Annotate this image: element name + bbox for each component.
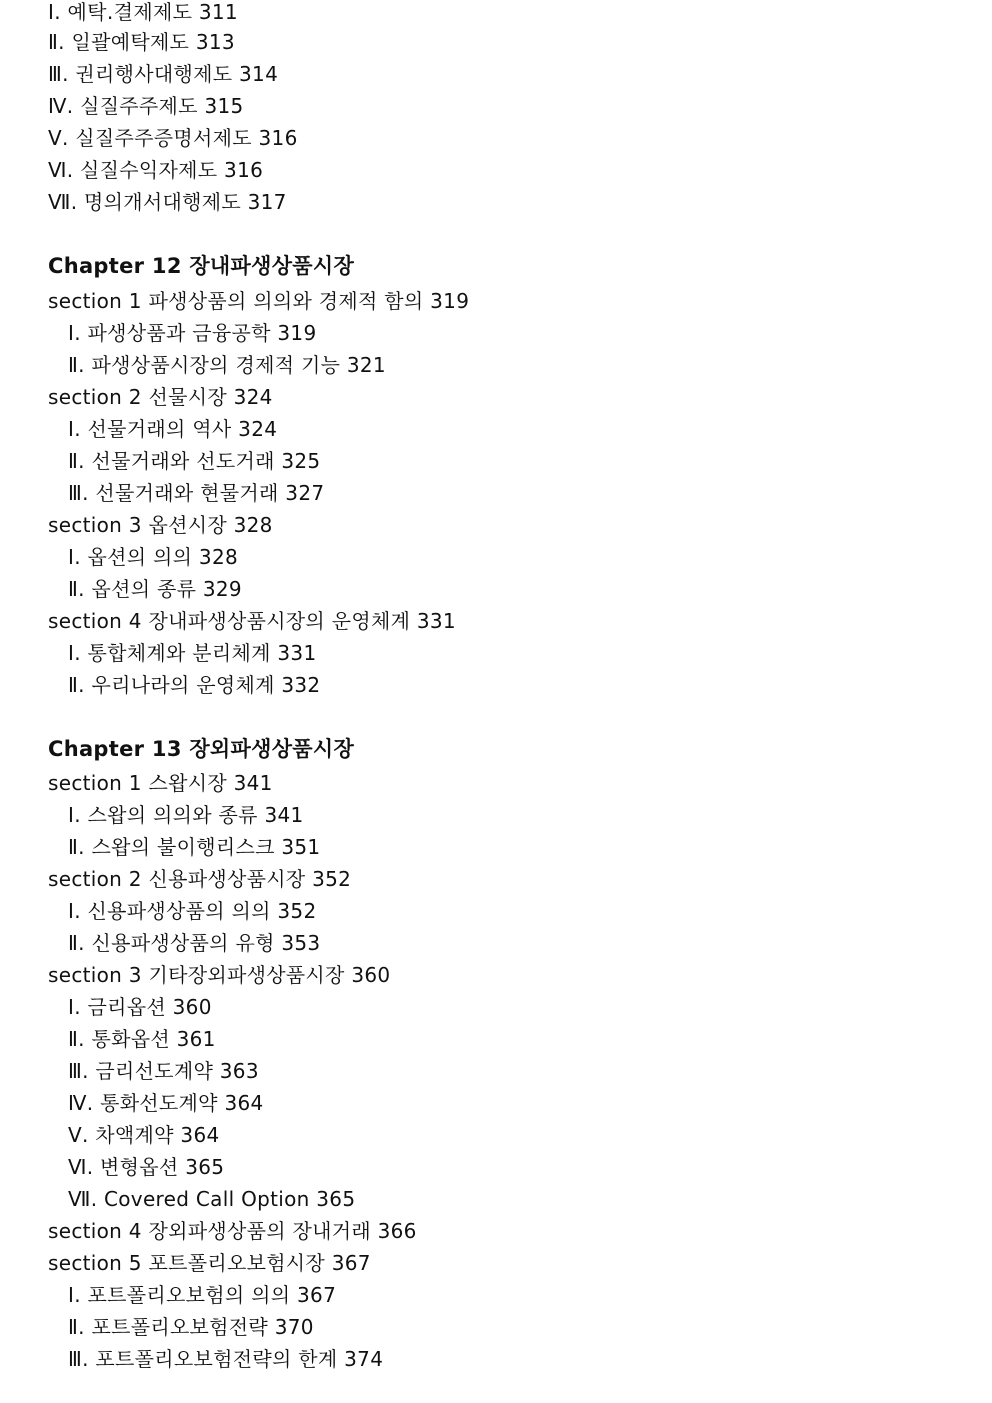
toc-item: Ⅱ. 일괄예탁제도 313 (48, 30, 235, 54)
toc-item: Ⅳ. 실질주주제도 315 (48, 94, 244, 118)
chapter-title: Chapter 13 장외파생상품시장 (48, 737, 355, 761)
toc-item: Ⅶ. 명의개서대행제도 317 (48, 190, 287, 214)
section-heading: section 4 장외파생상품의 장내거래 366 (48, 1219, 417, 1243)
toc-item: Ⅶ. Covered Call Option 365 (68, 1187, 356, 1211)
chapter-title: Chapter 12 장내파생상품시장 (48, 254, 355, 278)
toc-item: Ⅱ. 스왑의 불이행리스크 351 (68, 835, 321, 859)
toc-item: Ⅰ. 예탁․결제제도 311 (48, 0, 238, 24)
section-heading: section 4 장내파생상품시장의 운영체계 331 (48, 609, 456, 633)
toc-item: Ⅱ. 선물거래와 선도거래 325 (68, 449, 321, 473)
toc-item: Ⅰ. 금리옵션 360 (68, 995, 212, 1019)
toc-item: Ⅰ. 옵션의 의의 328 (68, 545, 239, 569)
toc-item: Ⅱ. 옵션의 종류 329 (68, 577, 242, 601)
section-heading: section 2 신용파생상품시장 352 (48, 867, 352, 891)
toc-item: Ⅰ. 스왑의 의의와 종류 341 (68, 803, 304, 827)
toc-item: Ⅱ. 우리나라의 운영체계 332 (68, 673, 321, 697)
toc-item: Ⅲ. 권리행사대행제도 314 (48, 62, 279, 86)
toc-item: Ⅴ. 차액계약 364 (68, 1123, 220, 1147)
section-heading: section 1 파생상품의 의의와 경제적 함의 319 (48, 289, 470, 313)
toc-item: Ⅰ. 파생상품과 금융공학 319 (68, 321, 317, 345)
toc-item: Ⅳ. 통화선도계약 364 (68, 1091, 264, 1115)
toc-item: Ⅱ. 신용파생상품의 유형 353 (68, 931, 321, 955)
toc-item: Ⅲ. 금리선도계약 363 (68, 1059, 259, 1083)
toc-item: Ⅰ. 선물거래의 역사 324 (68, 417, 278, 441)
toc-item: Ⅰ. 신용파생상품의 의의 352 (68, 899, 317, 923)
toc-item: Ⅱ. 포트폴리오보험전략 370 (68, 1315, 314, 1339)
toc-item: Ⅵ. 실질수익자제도 316 (48, 158, 264, 182)
section-heading: section 1 스왑시장 341 (48, 771, 273, 795)
toc-item: Ⅲ. 포트폴리오보험전략의 한계 374 (68, 1347, 384, 1371)
section-heading: section 3 기타장외파생상품시장 360 (48, 963, 391, 987)
section-heading: section 3 옵션시장 328 (48, 513, 273, 537)
toc-item: Ⅰ. 포트폴리오보험의 의의 367 (68, 1283, 337, 1307)
section-heading: section 5 포트폴리오보험시장 367 (48, 1251, 371, 1275)
toc-item: Ⅱ. 파생상품시장의 경제적 기능 321 (68, 353, 386, 377)
toc-item: Ⅵ. 변형옵션 365 (68, 1155, 225, 1179)
toc-item: Ⅰ. 통합체계와 분리체계 331 (68, 641, 317, 665)
toc-item: Ⅴ. 실질주주증명서제도 316 (48, 126, 298, 150)
toc-item: Ⅱ. 통화옵션 361 (68, 1027, 216, 1051)
toc-item: Ⅲ. 선물거래와 현물거래 327 (68, 481, 325, 505)
section-heading: section 2 선물시장 324 (48, 385, 273, 409)
